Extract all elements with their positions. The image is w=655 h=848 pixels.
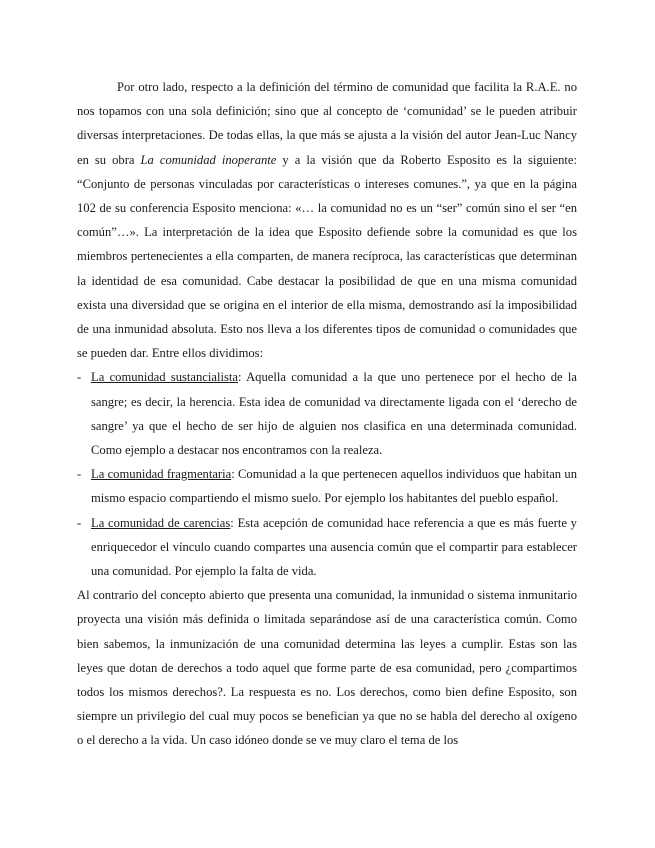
intro-paragraph	[77, 75, 577, 365]
community-types-list	[77, 365, 577, 583]
bullet-text: : Comunidad a la que pertenecen aquellos individuos que habitan un mismo espacio compartiendo el mismo suelo. Por ejemplo los habitantes del pueblo español.	[91, 467, 577, 506]
bullet-dash: -	[77, 467, 82, 482]
bullet-term: La comunidad sustancialista	[91, 370, 238, 385]
intro-paragraph-text-start: Por otro lado, respecto a la definición del término de comunidad que facilita la R.A.E. no nos topamos con una sola definición; sino que al concepto de ‘comunidad’ se le pueden atribuir diversas interpretaciones. De todas ellas, la que más se ajusta a la visión del autor Jean-Luc Nancy en su obra	[77, 80, 577, 167]
intro-paragraph-text-end: y a la visión que da Roberto Esposito es la siguiente: “Conjunto de personas vinculadas por características o intereses comunes.”, ya que en la página 102 de su conferencia Esposito menciona: «… la comunidad no es un “ser” común sino el ser “en común”…». La interpretación de la idea que Esposito defiende sobre la comunidad es que los miembros pertenecientes a ella comparten, de manera recíproca, las características que determinan la identidad de esa comunidad. Cabe destacar la posibilidad de que en una misma comunidad exista una diversidad que se origina en el interior de ella misma, demostrando así la imposibilidad de una inmunidad absoluta. Esto nos lleva a los diferentes tipos de comunidad o comunidades que se pueden dar. Entre ellos dividimos:	[77, 152, 577, 361]
book-title: La comunidad inoperante	[140, 152, 277, 167]
document-page	[77, 75, 577, 753]
bullet-text: : Aquella comunidad a la que uno pertenece por el hecho de la sangre; es decir, la herencia. Esta idea de comunidad va directamente ligada con el ‘derecho de sangre’ ya que el hecho de ser hijo de alguien nos clasifica en una determinada comunidad. Como ejemplo a destacar nos encontramos con la realeza.	[91, 370, 577, 458]
list-item	[77, 511, 577, 584]
bullet-text: : Esta acepción de comunidad hace referencia a que es más fuerte y enriquecedor el vínculo cuando compartes una ausencia común que el compartir para establecer una comunidad. Por ejemplo la falta de vida.	[91, 515, 577, 579]
bullet-term: La comunidad de carencias	[91, 515, 231, 530]
immunity-paragraph: Al contrario del concepto abierto que presenta una comunidad, la inmunidad o sistema inmunitario proyecta una visión más definida o limitada separándose así de una característica común. Como bien sabemos, la inmunización de una comunidad determina las leyes a cumplir. Estas son las leyes que dotan de derechos a todo aquel que forme parte de esa comunidad, pero ¿compartimos todos los mismos derechos?. La respuesta es no. Los derechos, como bien define Esposito, son siempre un privilegio del cual muy pocos se benefician ya que no se habla del derecho al oxígeno o el derecho a la vida. Un caso idóneo donde se ve muy claro el tema de los	[77, 588, 577, 748]
list-item	[77, 462, 577, 510]
bullet-term: La comunidad fragmentaria	[91, 467, 232, 482]
bullet-dash: -	[77, 370, 82, 385]
bullet-dash: -	[77, 515, 82, 530]
list-item	[77, 365, 577, 462]
